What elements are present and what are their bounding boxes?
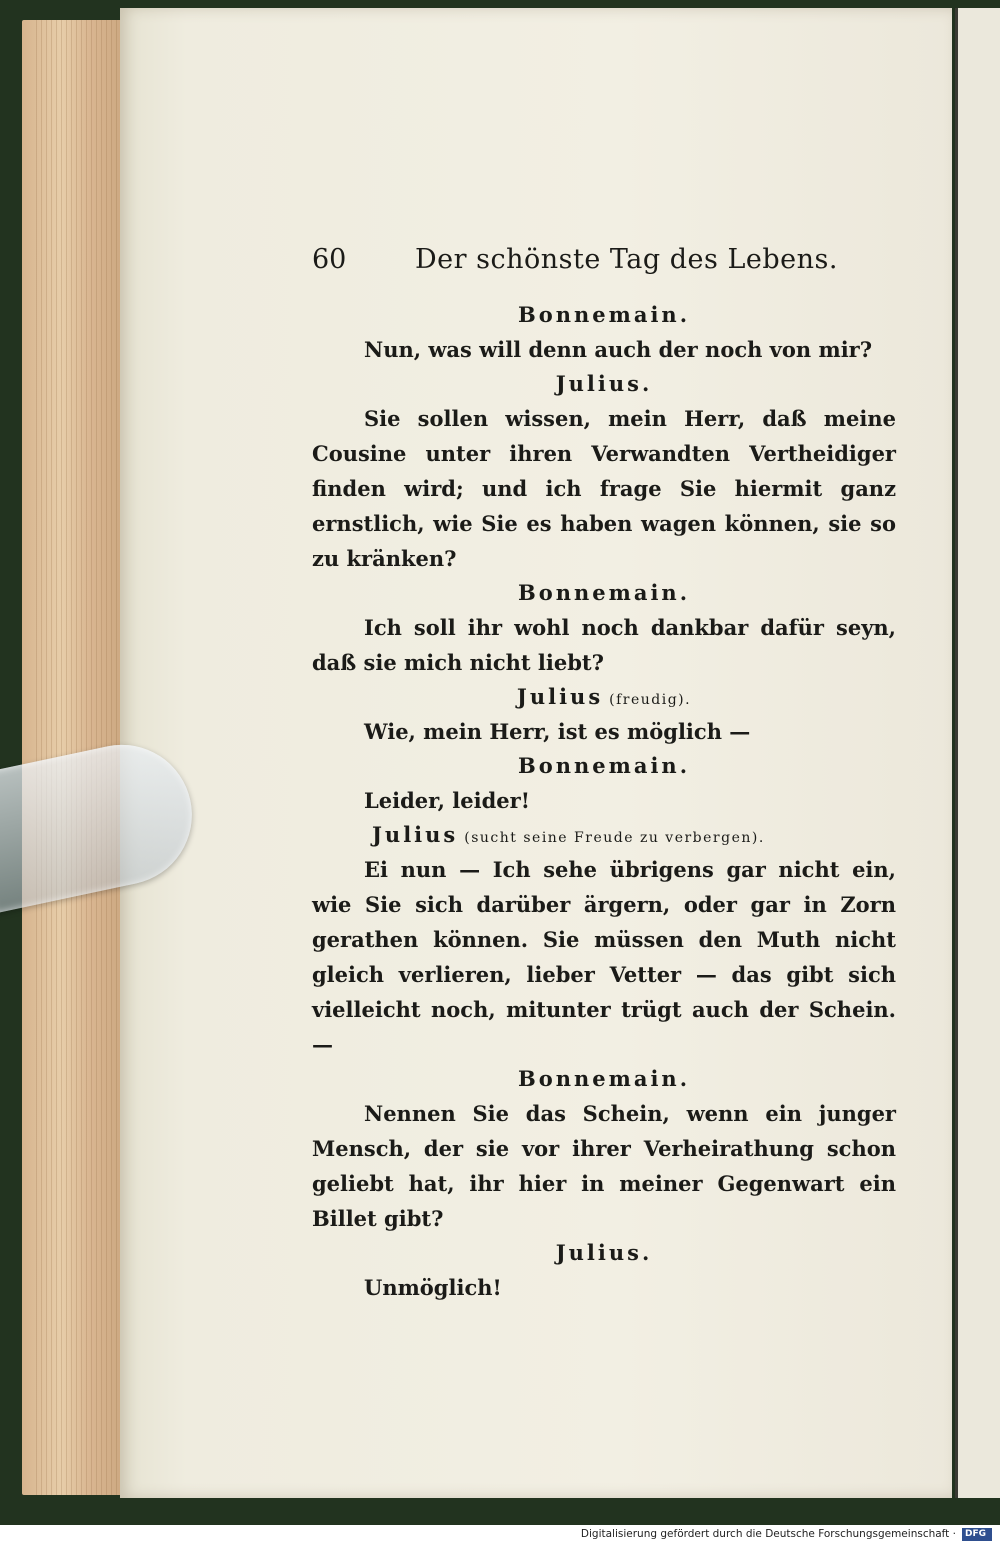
speech-text: Nun, was will denn auch der noch von mir?	[364, 337, 873, 362]
speaker-heading	[312, 680, 896, 714]
speaker-name: Bonnemain.	[517, 753, 691, 778]
speaker-heading	[312, 749, 896, 783]
speech-text: Nennen Sie das Schein, wenn ein junger Mensch, der sie vor ihrer Verheirathung schon geliebt hat, ihr hier in meiner Gegenwart ein Billet gibt?	[312, 1101, 896, 1231]
speaker-heading	[312, 367, 896, 401]
speaker-name: Julius	[516, 684, 604, 709]
speaker-name: Julius.	[555, 371, 653, 396]
adjacent-page-edge	[955, 8, 1000, 1498]
digitization-footer	[0, 1525, 1000, 1543]
stage-direction: (freudig).	[609, 692, 692, 708]
speech-text: Leider, leider!	[364, 788, 530, 813]
page-text	[312, 236, 896, 1305]
speech-text: Ich soll ihr wohl noch dankbar dafür seyn, daß sie mich nicht liebt?	[312, 615, 896, 675]
speaker-heading	[312, 298, 896, 332]
funding-credit: Digitalisierung gefördert durch die Deutsche Forschungsgemeinschaft ·	[580, 1528, 956, 1540]
page-header	[312, 236, 896, 298]
speaker-name: Julius	[372, 822, 459, 847]
speaker-name: Julius.	[555, 1240, 653, 1265]
speech-text: Wie, mein Herr, ist es möglich —	[364, 719, 751, 744]
speech-text: Ei nun — Ich sehe übrigens gar nicht ein, wie Sie sich darüber ärgern, oder gar in Zorn gerathen können. Sie müssen den Muth nicht gleich verlieren, lieber Vetter — das gibt sich vielleicht noch, mitunter trügt auch der Schein. —	[312, 857, 896, 1057]
speaker-heading	[312, 576, 896, 610]
dialogue	[312, 298, 896, 1305]
speaker-heading	[312, 1236, 896, 1270]
speech-text: Sie sollen wissen, mein Herr, daß meine Cousine unter ihren Verwandten Vertheidiger finden wird; und ich frage Sie hiermit ganz ernstlich, wie Sie es haben wagen können, sie so zu kränken?	[312, 406, 896, 571]
speaker-heading	[312, 818, 896, 852]
dfg-logo: DFG	[962, 1528, 992, 1541]
speaker-name: Bonnemain.	[517, 1066, 691, 1091]
stage-direction: (sucht seine Freude zu verbergen).	[464, 830, 765, 846]
speech-text: Unmöglich!	[364, 1275, 502, 1300]
speaker-heading	[312, 1062, 896, 1096]
speaker-name: Bonnemain.	[517, 580, 691, 605]
running-title: Der schönste Tag des Lebens.	[415, 244, 838, 275]
speaker-name: Bonnemain.	[517, 302, 691, 327]
page-number: 60	[312, 244, 347, 275]
